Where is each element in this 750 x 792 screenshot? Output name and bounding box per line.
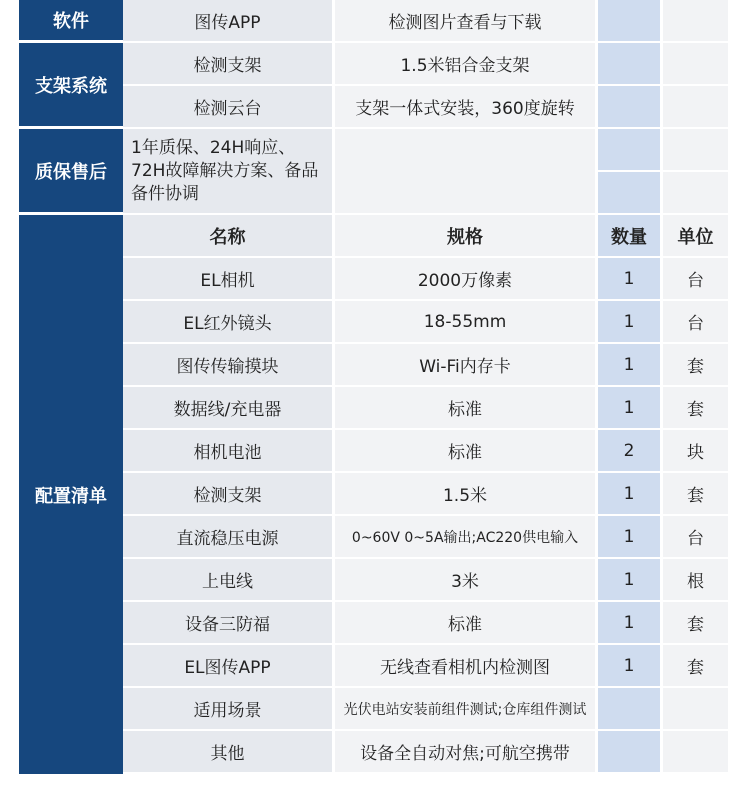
item-unit: 台 [663,301,728,344]
other-spec: 设备全自动对焦;可航空携带 [335,731,598,774]
item-unit: 套 [663,645,728,688]
item-qty: 1 [598,516,663,559]
header-name: 名称 [123,215,335,258]
item-unit: 块 [663,430,728,473]
table-row-scenario [19,688,731,731]
bracket-qty [598,43,663,86]
table-row [19,430,731,473]
other-qty [598,731,663,774]
item-name: 图传传输摸块 [123,344,335,387]
item-qty: 1 [598,559,663,602]
item-name: EL图传APP [123,645,335,688]
item-name: EL相机 [123,258,335,301]
spec-table [19,0,731,774]
gimbal-name: 检测云台 [123,86,335,129]
item-spec: Wi-Fi内存卡 [335,344,598,387]
item-name: 上电线 [123,559,335,602]
table-row-other [19,731,731,774]
item-unit: 台 [663,516,728,559]
other-unit [663,731,728,774]
item-name: EL红外镜头 [123,301,335,344]
bracket-unit [663,43,728,86]
item-spec: 标准 [335,430,598,473]
header-qty: 数量 [598,215,663,258]
table-row-bracket-2 [19,86,731,129]
gimbal-unit [663,86,728,129]
table-row [19,387,731,430]
table-row [19,559,731,602]
software-name: 图传APP [123,0,335,43]
table-row [19,473,731,516]
item-name: 设备三防福 [123,602,335,645]
warranty-spec [335,129,598,215]
scenario-qty [598,688,663,731]
item-unit: 台 [663,258,728,301]
item-name: 相机电池 [123,430,335,473]
warranty-qty-1 [598,129,663,172]
item-unit: 套 [663,344,728,387]
other-name: 其他 [123,731,335,774]
table-row [19,258,731,301]
item-spec: 18-55mm [335,301,598,344]
item-spec: 标准 [335,387,598,430]
item-unit: 套 [663,473,728,516]
gimbal-spec: 支架一体式安装，360度旋转 [335,86,598,129]
table-row [19,645,731,688]
category-config-list: 配置清单 [19,215,123,774]
item-spec: 3米 [335,559,598,602]
item-qty: 1 [598,645,663,688]
item-qty: 1 [598,301,663,344]
item-spec: 无线查看相机内检测图 [335,645,598,688]
scenario-name: 适用场景 [123,688,335,731]
item-unit: 套 [663,602,728,645]
warranty-unit-1 [663,129,728,172]
software-spec: 检测图片查看与下载 [335,0,598,43]
item-qty: 1 [598,344,663,387]
item-name: 检测支架 [123,473,335,516]
warranty-text: 1年质保、24H响应、72H故障解决方案、备品备件协调 [123,129,335,215]
table-row-software [19,0,731,43]
warranty-qty-2 [598,172,663,215]
item-spec: 2000万像素 [335,258,598,301]
table-row [19,301,731,344]
category-warranty: 质保售后 [19,129,123,215]
item-spec: 1.5米 [335,473,598,516]
warranty-unit-2 [663,172,728,215]
category-software: 软件 [19,0,123,43]
header-unit: 单位 [663,215,728,258]
item-name: 数据线/充电器 [123,387,335,430]
config-header-row [19,215,731,258]
item-unit: 套 [663,387,728,430]
item-qty: 2 [598,430,663,473]
table-row [19,602,731,645]
table-row-bracket-1 [19,43,731,86]
item-spec: 0~60V 0~5A输出;AC220供电输入 [335,516,598,559]
category-bracket-system: 支架系统 [19,43,123,129]
item-qty: 1 [598,473,663,516]
table-row [19,516,731,559]
item-qty: 1 [598,258,663,301]
header-spec: 规格 [335,215,598,258]
item-name: 直流稳压电源 [123,516,335,559]
table-row-warranty [19,129,731,215]
gimbal-qty [598,86,663,129]
item-qty: 1 [598,387,663,430]
bracket-spec: 1.5米铝合金支架 [335,43,598,86]
item-spec: 标准 [335,602,598,645]
table-row [19,344,731,387]
bracket-name: 检测支架 [123,43,335,86]
scenario-unit [663,688,728,731]
item-unit: 根 [663,559,728,602]
item-qty: 1 [598,602,663,645]
software-qty [598,0,663,43]
software-unit [663,0,728,43]
scenario-spec: 光伏电站安装前组件测试;仓库组件测试 [335,688,598,731]
